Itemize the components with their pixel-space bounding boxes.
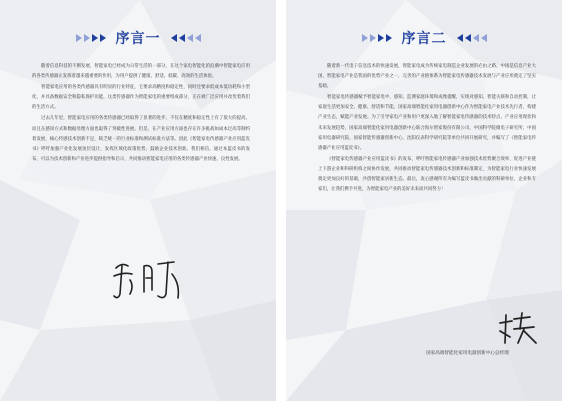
preface-two-title: 序言二 — [401, 31, 447, 47]
right-chevrons-icon — [457, 34, 487, 42]
preface-two-paragraph: 随着新一代电子信息技术的快速发展，智能家电成为传统家电制造企业发展的必由之路。中国是信息产业大国，智能家电产业是我国的优势产业之一，完善的产业链体系为智能家电传感器技术发展与产业应用奠定了坚实基础。 — [318, 64, 536, 90]
preface-one-paragraph: 过去几年里，智能家电应用的各类传感器已经取得了显著的进步，不仅在精度和稳定性上有了很大的提高，而且在感知方式和数据处理方面也取得了突破性进展。但是，在产业应用方面也存在许多挑战如成本过高等制约着发展，核心传感技术创新不足，缺乏统一的行业标准和测试标准方法等。因此《智能家电传感器产业应用蓝皮书》呼吁加强产业化发展顶层设计，发挥区域化政策优势，鼓励企业技术创新。我们相信，通过本蓝皮书的发布，可以为技术创新和产业进步提供指导和启示，共同推动智能家电应用的各类传感器产业快速、良性发展。 — [32, 116, 250, 162]
preface-two-paragraph: 《智能家电传感器产业应用蓝皮书》的发布，呼吁智能家电传感器产业加强技术优势聚合效率，促进产业链上下游企业和科研机构之间协作发展，共同推动智能家电传感器技术创新和标准制定，为智能家电行业快速发展奠定更加良好的基础，共创智能家居新生态。最后，衷心感谢所有为编写蓝皮书做出贡献的科研单位、企业和专家们，让我们携手共进，为智能家电产业的美好未来而共同努力！ — [318, 156, 536, 193]
preface-one-page — [0, 0, 276, 401]
preface-two-page — [286, 0, 562, 401]
background-polygon-pattern — [0, 0, 276, 401]
handwritten-signature-sun-ming — [108, 254, 198, 304]
preface-one-paragraph: 智能家电应用的各类传感器具有明显的行业特征，它要求高精度和稳定性，同时还要求低成本低功耗和小型化，并具备数据安全和隐私保护功能，这类传感器作为智能家电的重要组成部分，正在被广泛应用并改变着我们的生活方式。 — [32, 85, 250, 111]
right-chevrons-icon — [171, 34, 201, 42]
preface-two-paragraph: 智能家电传感器赋予智能家电中、感知、监测家庭环境和成像提醒，实现对感知、智能关联和自动控制，让家庭生活更加安全、健康、舒适和节能。国家高端智能化家用电器创新中心作为智能家电产业技术先行者，构建产业生态，赋能产业发展。为了引导家电产业和用户更深入地了解智能家电传感器的技术特点、产业应用现状和未来发展趋势，国家高端智能化家用电器创新中心联合海尔智家股份有限公司、中国科学院微电子研究所、中国家用电器研究院、国家智能传感器创新中心、沈阳仪表科学研究院等单位共同开展研究，并编写了《智能家电传感器产业应用蓝皮书》。 — [318, 95, 536, 151]
preface-two-body — [318, 62, 536, 196]
signature-caption: 国家高端智能化家用电器创新中心总经理 — [426, 351, 509, 356]
left-chevrons-icon — [362, 34, 392, 42]
handwritten-signature — [496, 309, 541, 347]
preface-one-paragraph: 随着信息科技的不断发展，智能家电已经成为日常生活的一部分，在这个家电智能化的浪潮中智能家电应用的各类传感器正发挥着越来越重要的作用，为用户提供了健康、舒适、低碳、高效的生活体验。 — [32, 64, 250, 80]
preface-one-title: 序言一 — [115, 31, 161, 47]
left-chevrons-icon — [76, 34, 106, 42]
preface-one-body — [32, 62, 250, 166]
preface-one-header — [0, 31, 276, 45]
preface-two-header — [286, 31, 562, 45]
